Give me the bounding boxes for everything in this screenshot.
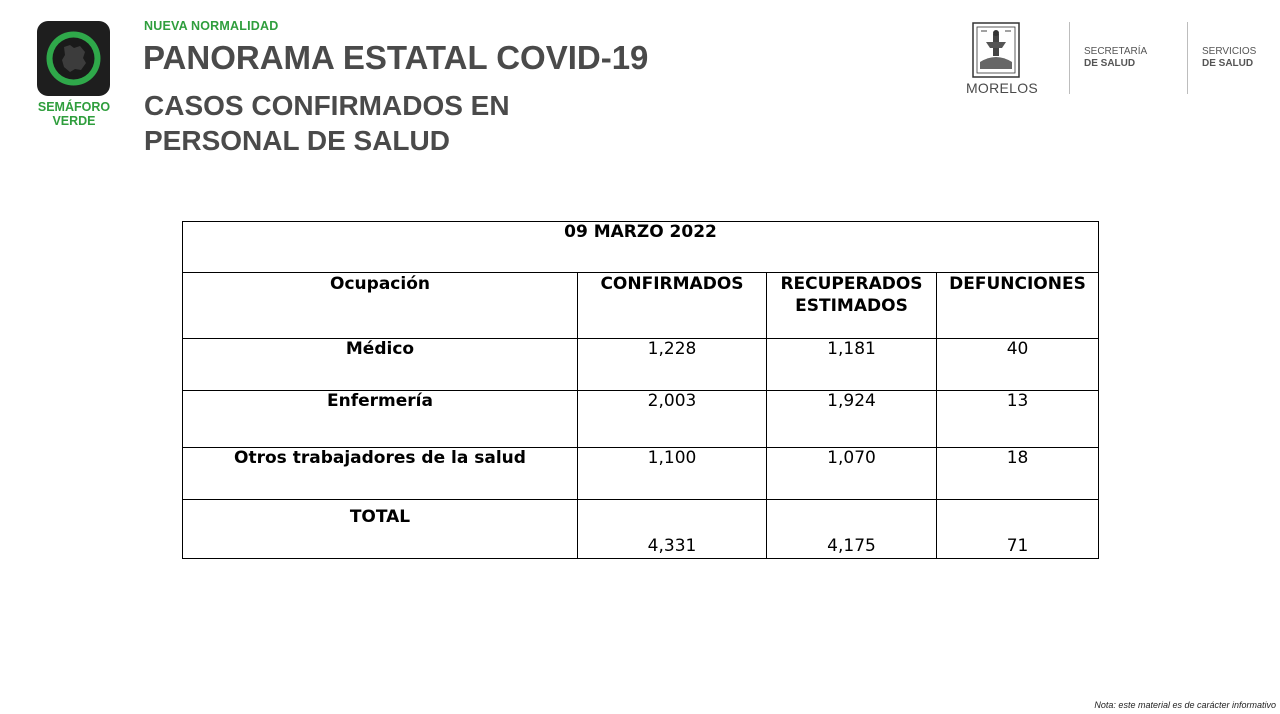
page-subtitle: CASOS CONFIRMADOS EN PERSONAL DE SALUD [144,90,510,156]
servicios-salud-logo [1202,46,1256,70]
page-title: PANORAMA ESTATAL COVID-19 [143,39,649,76]
total-recuperados: 4,175 [767,500,937,559]
traffic-light-icon [37,21,110,96]
row-ocupacion: Otros trabajadores de la salud [183,448,578,500]
state-name: MORELOS [965,80,1039,96]
total-defunciones: 71 [937,500,1099,559]
total-label: TOTAL [183,500,578,559]
logo-divider [1187,22,1188,94]
table-row [183,448,1099,500]
row-recuperados: 1,181 [767,339,937,391]
table-row [183,391,1099,448]
secretaria-salud-logo [1084,46,1147,70]
table-total-row [183,500,1099,559]
column-header-defunciones: DEFUNCIONES [937,273,1099,339]
kicker: NUEVA NORMALIDAD [144,19,279,33]
secretaria-line1: SECRETARÍA [1084,46,1148,57]
semaforo-label-line1: SEMÁFORO [37,100,111,114]
row-recuperados: 1,070 [767,448,937,500]
column-header-ocupacion: Ocupación [183,273,578,339]
table-date-row [183,222,1099,273]
row-confirmados: 1,100 [578,448,767,500]
morelos-seal-logo [972,22,1020,83]
servicios-line1: SERVICIOS [1202,46,1257,57]
footer-note: Nota: este material es de carácter informativo [1094,700,1276,710]
row-ocupacion: Médico [183,339,578,391]
secretaria-line2: DE SALUD [1084,58,1136,69]
table-header-row [183,273,1099,339]
servicios-line2: DE SALUD [1202,58,1254,69]
column-header-recuperados: RECUPERADOS ESTIMADOS [767,273,937,339]
row-recuperados: 1,924 [767,391,937,448]
column-header-confirmados: CONFIRMADOS [578,273,767,339]
row-confirmados: 2,003 [578,391,767,448]
table-row [183,339,1099,391]
total-confirmados: 4,331 [578,500,767,559]
logo-divider [1069,22,1070,94]
cases-table [182,221,1099,559]
row-defunciones: 18 [937,448,1099,500]
semaforo-label [22,100,126,128]
row-ocupacion: Enfermería [183,391,578,448]
row-confirmados: 1,228 [578,339,767,391]
table-date: 09 MARZO 2022 [183,222,1099,273]
semaforo-label-line2: VERDE [52,114,96,128]
row-defunciones: 13 [937,391,1099,448]
row-defunciones: 40 [937,339,1099,391]
